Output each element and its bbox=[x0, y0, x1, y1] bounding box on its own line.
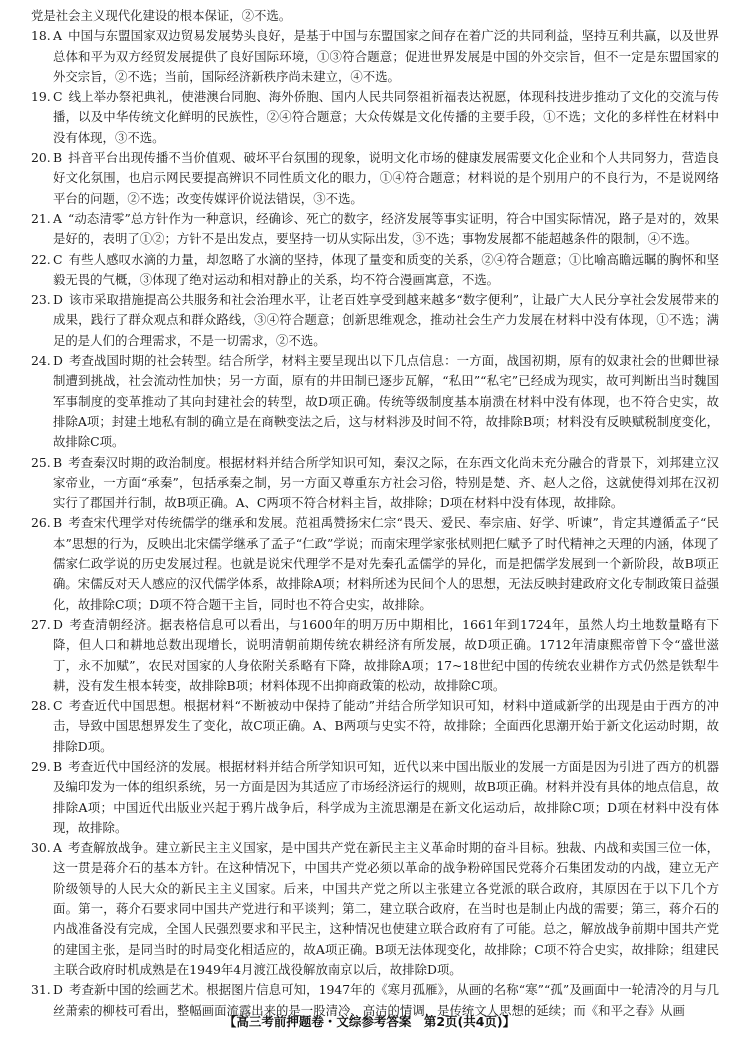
answer-body bbox=[53, 757, 719, 838]
explanation-text: 考查新中国的绘画艺术。根据图片信息可知，1947年的《寒月孤雁》，从画的名称“寒”“孤”及画面中一轮清冷的月与几丝萧索的柳枝可看出，整幅画面流露出来的是一股清冷、高洁的情调，是传统文人思想的延续；而《和平之春》从画 bbox=[53, 982, 719, 1018]
explanation-text: 考查宋代理学对传统儒学的继承和发展。范祖禹赞扬宋仁宗“畏天、爱民、奉宗庙、好学、听谏”，肯定其遵循孟子“民本”思想的行为，反映出北宋儒学继承了孟子“仁政”学说；而南宋理学家张栻则把仁赋予了时代精神之天理的内涵，体现了儒家仁政学说的历史发展过程。也就是说宋代理学不是对先秦孔孟儒学的异化，而是把儒学发展到一个新阶段，故B项正确。宋儒反对天人感应的汉代儒学体系，故排除A项；材料所述为民间个人的思想，无法反映封建政府文化专制政策日益强化，故排除C项；D项不符合题干主旨，同时也不符合史实，故排除。 bbox=[53, 515, 719, 612]
answer-item bbox=[31, 26, 719, 87]
answer-letter: B bbox=[53, 150, 63, 166]
answer-item bbox=[31, 838, 719, 980]
answer-body bbox=[53, 87, 719, 148]
answer-item bbox=[31, 757, 719, 838]
question-number: 20. bbox=[31, 150, 51, 166]
answer-body bbox=[53, 615, 719, 696]
answer-body bbox=[53, 838, 719, 980]
answer-letter: B bbox=[53, 454, 63, 470]
question-number: 24. bbox=[31, 353, 51, 369]
question-number: 18. bbox=[31, 28, 51, 44]
explanation-text: 考查秦汉时期的政治制度。根据材料并结合所学知识可知，秦汉之际，在东西文化尚未充分融合的背景下，刘邦建立汉家帝业，一方面“承秦”，包括承秦之制，另一方面又尊重东方社会习俗，特别是楚、齐、赵人之俗，这就使得刘邦在汉初实行了郡国并行制，故B项正确。A、C两项不符合材料主旨，故排除；D项在材料中没有体现，故排除。 bbox=[53, 454, 719, 511]
answer-item bbox=[31, 209, 719, 250]
answer-letter: D bbox=[53, 616, 63, 632]
answer-item bbox=[31, 87, 719, 148]
answer-item bbox=[31, 513, 719, 614]
answer-item bbox=[31, 250, 719, 291]
answer-letter: C bbox=[53, 698, 63, 714]
answer-letter: B bbox=[53, 515, 63, 531]
answer-letter: A bbox=[53, 28, 62, 44]
answer-letter: D bbox=[53, 353, 63, 369]
answer-letter: C bbox=[53, 251, 63, 267]
answer-letter: D bbox=[53, 982, 63, 998]
answer-item bbox=[31, 615, 719, 696]
answer-letter: C bbox=[53, 89, 63, 105]
question-number: 19. bbox=[31, 89, 51, 105]
explanation-text: 考查解放战争。建立新民主主义国家，是中国共产党在新民主主义革命时期的奋斗目标。独裁、内战和卖国三位一体，这一贯是蒋介石的基本方针。在这种情况下，中国共产党必须以革命的战争粉碎国民党蒋介石集团发动的内战，建立无产阶级领导的人民大众的新民主主义国家。后来，中国共产党之所以主张建立各党派的联合政府，其原因在于以下几个方面。第一，蒋介石要求同中国共产党进行和平谈判；第二，建立联合政府，在当时也是制止内战的需要；第三，蒋介石的内战准备没有完成，全国人民强烈要求和平民主，这种情况也使建立联合政府有了可能。总之，解放战争前期中国共产党的建国主张，是同当时的时局变化相适应的，故A项正确。B项无法体现变化，故排除；C项不符合史实，故排除；组建民主联合政府时机成熟是在1949年4月渡江战役解放南京以后，故排除D项。 bbox=[53, 840, 719, 977]
question-number: 23. bbox=[31, 292, 51, 308]
answer-item bbox=[31, 696, 719, 757]
explanation-text: 考查近代中国思想。根据材料“不断被动中保持了能动”并结合所学知识可知，材料中道咸新学的出现是由于西方的冲击，导致中国思想界发生了变化，故C项正确。A、B两项与史实不符，故排除；全面西化思潮开始于新文化运动时期，故排除D项。 bbox=[53, 698, 719, 754]
answer-letter: B bbox=[53, 758, 63, 774]
explanation-text: 线上举办祭祀典礼，使港澳台同胞、海外侨胞、国内人民共同祭祖祈福表达祝愿，体现科技进步推动了文化的交流与传播，以及中华传统文化鲜明的民族性，②④符合题意；大众传媒是文化传播的主要手段，①不选；文化的多样性在材料中没有体现，③不选。 bbox=[53, 89, 719, 145]
question-number: 27. bbox=[31, 616, 51, 632]
answer-body bbox=[53, 351, 719, 452]
explanation-text: 考查战国时期的社会转型。结合所学，材料主要呈现出以下几点信息：一方面，战国初期，原有的奴隶社会的世卿世禄制遭到挑战，社会流动性加快；另一方面，原有的井田制已逐步瓦解，“私田”“私宅”已经成为现实，故可判断出当时魏国军事制度的变革推动了其向封建社会的转型，故D项正确。传统等级制度基本崩溃在材料中没有体现，也不符合史实，故排除A项；封建土地私有制的确立是在商鞅变法之后，这与材料涉及时间不符，故排除B项；材料没有反映赋税制度变化，故排除C项。 bbox=[53, 353, 719, 450]
question-number: 31. bbox=[31, 982, 51, 998]
answer-body bbox=[53, 696, 719, 757]
answer-body bbox=[53, 513, 719, 614]
question-number: 25. bbox=[31, 454, 51, 470]
answer-letter: D bbox=[53, 292, 63, 308]
answer-item bbox=[31, 351, 719, 452]
question-number: 29. bbox=[31, 758, 51, 774]
explanation-text: 该市采取措施提高公共服务和社会治理水平，让老百姓享受到越来越多“数字便利”，让最广大人民分享社会发展带来的成果，践行了群众观点和群众路线，③④符合题意；创新思维观念，推动社会生产力发展在材料中没有体现，①不选；满足的是人们的合理需求，不是一切需求，②不选。 bbox=[53, 292, 719, 348]
question-number: 28. bbox=[31, 698, 51, 714]
question-number: 22. bbox=[31, 251, 51, 267]
answer-body bbox=[53, 26, 719, 87]
answer-body bbox=[53, 250, 719, 291]
explanation-text: 考查近代中国经济的发展。根据材料并结合所学知识可知，近代以来中国出版业的发展一方面是因为引进了西方的机器及编印发为一体的组织系统，另一方面是因为其适应了市场经济运行的规则，故B项正确。材料并没有具体的地点信息，故排除A项；中国近代出版业兴起于鸦片战争后，科学成为主流思潮是在新文化运动后，故排除C项；D项在材料中没有体现，故排除。 bbox=[53, 758, 719, 835]
explanation-text: 抖音平台出现传播不当价值观、破坏平台氛围的现象，说明文化市场的健康发展需要文化企业和个人共同努力，营造良好文化氛围，也启示网民要提高辨识不同性质文化的眼力，①④符合题意；材料说的是个别用户的不良行为，不是说网络平台的问题，②不选；改变传媒评价说法错误，③不选。 bbox=[53, 150, 719, 206]
answer-body bbox=[53, 453, 719, 514]
question-number: 26. bbox=[31, 515, 51, 531]
explanation-text: 考查清朝经济。据表格信息可以看出，与1600年的明万历中期相比，1661年到1724年，虽然人均土地数量略有下降，但人口和耕地总数出现增长，说明清朝前期传统农耕经济有所发展，故D项正确。1712年清康熙帝曾下令“盛世滋丁，永不加赋”，农民对国家的人身依附关系略有下降，故排除A项；17~18世纪中国的传统农业耕作方式仍然是铁犁牛耕，没有发生根本转变，故排除B项；材料体现不出抑商政策的松动，故排除C项。 bbox=[53, 616, 719, 693]
answer-letter: A bbox=[53, 840, 62, 856]
explanation-text: “动态清零”总方针作为一种意识，经确诊、死亡的数字，经济发展等事实证明，符合中国实际情况，路子是对的，效果是好的，表明了①②；方针不是出发点，要坚持一切从实际出发，③不选；事物发展都不能超越条件的限制，④不选。 bbox=[53, 210, 719, 247]
answer-item bbox=[31, 453, 719, 514]
explanation-text: 中国与东盟国家双边贸易发展势头良好，是基于中国与东盟国家之间存在着广泛的共同利益，坚持互利共赢，以及世界总体和平为双方经贸发展提供了良好国际环境，①③符合题意；促进世界发展是中国的外交宗旨，但不一定是东盟国家的外交宗旨，②不选；当前，国际经济新秩序尚未建立，④不选。 bbox=[53, 28, 719, 84]
answer-body bbox=[53, 290, 719, 351]
answer-letter: A bbox=[53, 210, 62, 226]
question-number: 21. bbox=[31, 210, 51, 226]
question-number: 30. bbox=[31, 840, 51, 856]
answer-body bbox=[53, 209, 719, 250]
answer-item bbox=[31, 148, 719, 209]
explanation-text: 有些人感叹水滴的力量，却忽略了水滴的坚持，体现了量变和质变的关系，②④符合题意；①比喻高瞻远瞩的胸怀和坚毅无畏的气概，③体现了绝对运动和相对静止的关系，均不符合漫画寓意，不选。 bbox=[53, 251, 719, 287]
answer-body bbox=[53, 148, 719, 209]
answer-list bbox=[31, 26, 719, 1021]
answer-item bbox=[31, 290, 719, 351]
lead-text: 党是社会主义现代化建设的根本保证，②不选。 bbox=[31, 8, 292, 23]
page-footer: 【高三考前押题卷・文综参考答案 第2页(共4页)】 bbox=[223, 1014, 516, 1029]
